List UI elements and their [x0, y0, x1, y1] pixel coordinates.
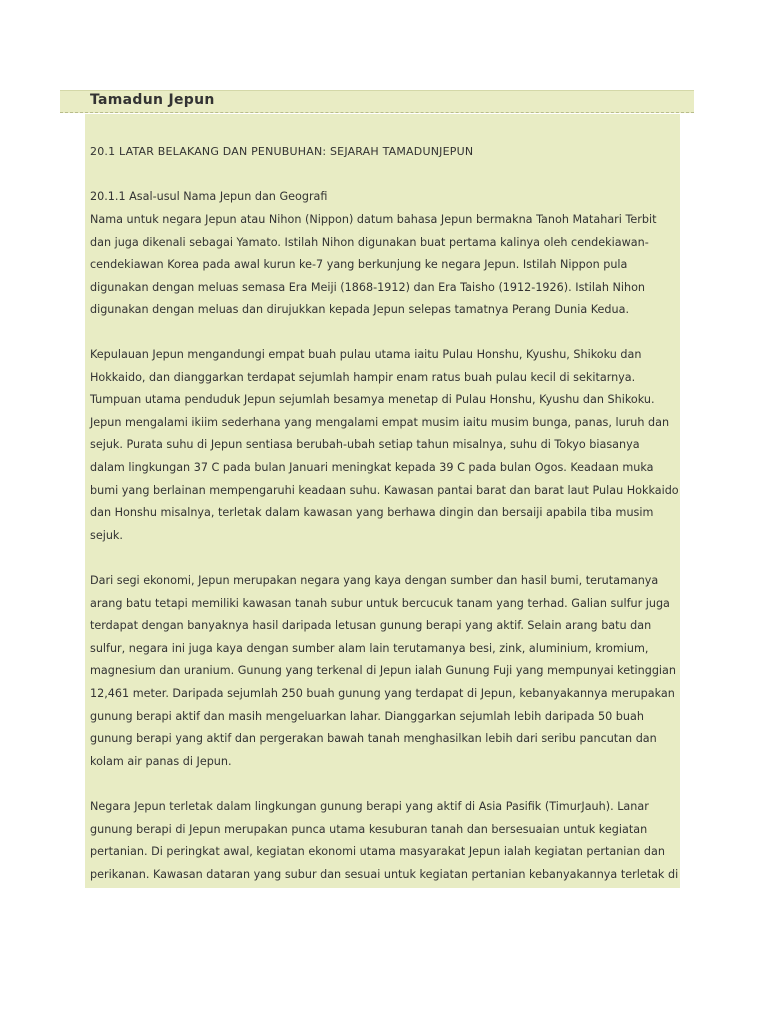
- paragraph-line: Kepulauan Jepun mengandungi empat buah pulau utama iaitu Pulau Honshu, Kyushu, Shikoku dan: [90, 348, 642, 361]
- paragraph-line: Dari segi ekonomi, Jepun merupakan negara yang kaya dengan sumber dan hasil bumi, terutamanya: [90, 574, 659, 587]
- paragraph-line: Tumpuan utama penduduk Jepun sejumlah besamya menetap di Pulau Honshu, Kyushu dan Shikoku.: [90, 393, 655, 406]
- paragraph-line: sulfur, negara ini juga kaya dengan sumber alam lain terutamanya besi, zink, aluminium, kromium,: [90, 642, 649, 655]
- paragraph-line: perikanan. Kawasan dataran yang subur dan sesuai untuk kegiatan pertanian kebanyakannya terletak di: [90, 868, 679, 881]
- paragraph-line: Nama untuk negara Jepun atau Nihon (Nippon) datum bahasa Jepun bermakna Tanoh Matahari Terbit: [90, 213, 657, 226]
- paragraph-line: magnesium dan uranium. Gunung yang terkenal di Jepun ialah Gunung Fuji yang mempunyai ketinggian: [90, 664, 676, 677]
- document-title-bar: [60, 90, 694, 113]
- paragraph-line: sejuk.: [90, 529, 123, 542]
- paragraph-line: sejuk. Purata suhu di Jepun sentiasa berubah-ubah setiap tahun misalnya, suhu di Tokyo biasanya: [90, 438, 640, 451]
- document-title: Tamadun Jepun: [90, 92, 215, 108]
- paragraph-line: Negara Jepun terletak dalam lingkungan gunung berapi yang aktif di Asia Pasifik (TimurJauh). Lanar: [90, 800, 649, 813]
- paragraph-line: gunung berapi aktif dan masih mengeluarkan lahar. Dianggarkan sejumlah lebih daripada 50 buah: [90, 710, 644, 723]
- paragraph-line: terdapat dengan banyaknya hasil daripada letusan gunung berapi yang aktif. Selain arang batu dan: [90, 619, 652, 632]
- paragraph-line: cendekiawan Korea pada awal kurun ke-7 yang berkunjung ke negara Jepun. Istilah Nippon pula: [90, 258, 628, 271]
- paragraph-line: dalam lingkungan 37 C pada bulan Januari meningkat kepada 39 C pada bulan Ogos. Keadaan muka: [90, 461, 654, 474]
- paragraph-line: digunakan dengan meluas dan dirujukkan kepada Jepun selepas tamatnya Perang Dunia Kedua.: [90, 303, 630, 316]
- paragraph-line: Hokkaido, dan dianggarkan terdapat sejumlah hampir enam ratus buah pulau kecil di sekitarnya.: [90, 371, 636, 384]
- paragraph-line: bumi yang berlainan mempengaruhi keadaan suhu. Kawasan pantai barat dan barat laut Pulau Hokkaido: [90, 484, 679, 497]
- paragraph-line: Jepun mengalami ikiim sederhana yang mengalami empat musim iaitu musim bunga, panas, luruh dan: [90, 416, 670, 429]
- paragraph-line: dan juga dikenali sebagai Yamato. Istilah Nihon digunakan buat pertama kalinya oleh cendekiawan-: [90, 236, 649, 249]
- paragraph-line: 12,461 meter. Daripada sejumlah 250 buah gunung yang terdapat di Jepun, kebanyakannya merupakan: [90, 687, 675, 700]
- paragraph-line: pertanian. Di peringkat awal, kegiatan ekonomi utama masyarakat Jepun ialah kegiatan pertanian dan: [90, 845, 665, 858]
- paragraph-line: gunung berapi yang aktif dan pergerakan bawah tanah menghasilkan lebih dari seribu pancutan dan: [90, 732, 657, 745]
- paragraph-line: kolam air panas di Jepun.: [90, 755, 232, 768]
- paragraph-line: gunung berapi di Jepun merupakan punca utama kesuburan tanah dan bersesuaian untuk kegiatan: [90, 823, 648, 836]
- section-heading: 20.1 LATAR BELAKANG DAN PENUBUHAN: SEJARAH TAMADUNJEPUN: [90, 145, 474, 158]
- document-content-panel: [85, 114, 680, 888]
- paragraph-line: arang batu tetapi memiliki kawasan tanah subur untuk bercucuk tanam yang terhad. Galian sulfur juga: [90, 597, 670, 610]
- paragraph-line: dan Honshu misalnya, terletak dalam kawasan yang berhawa dingin dan bersaiji apabila tiba musim: [90, 506, 654, 519]
- subsection-heading: 20.1.1 Asal-usul Nama Jepun dan Geografi: [90, 190, 328, 203]
- paragraph-line: digunakan dengan meluas semasa Era Meiji (1868-1912) dan Era Taisho (1912-1926). Istilah Nihon: [90, 281, 646, 294]
